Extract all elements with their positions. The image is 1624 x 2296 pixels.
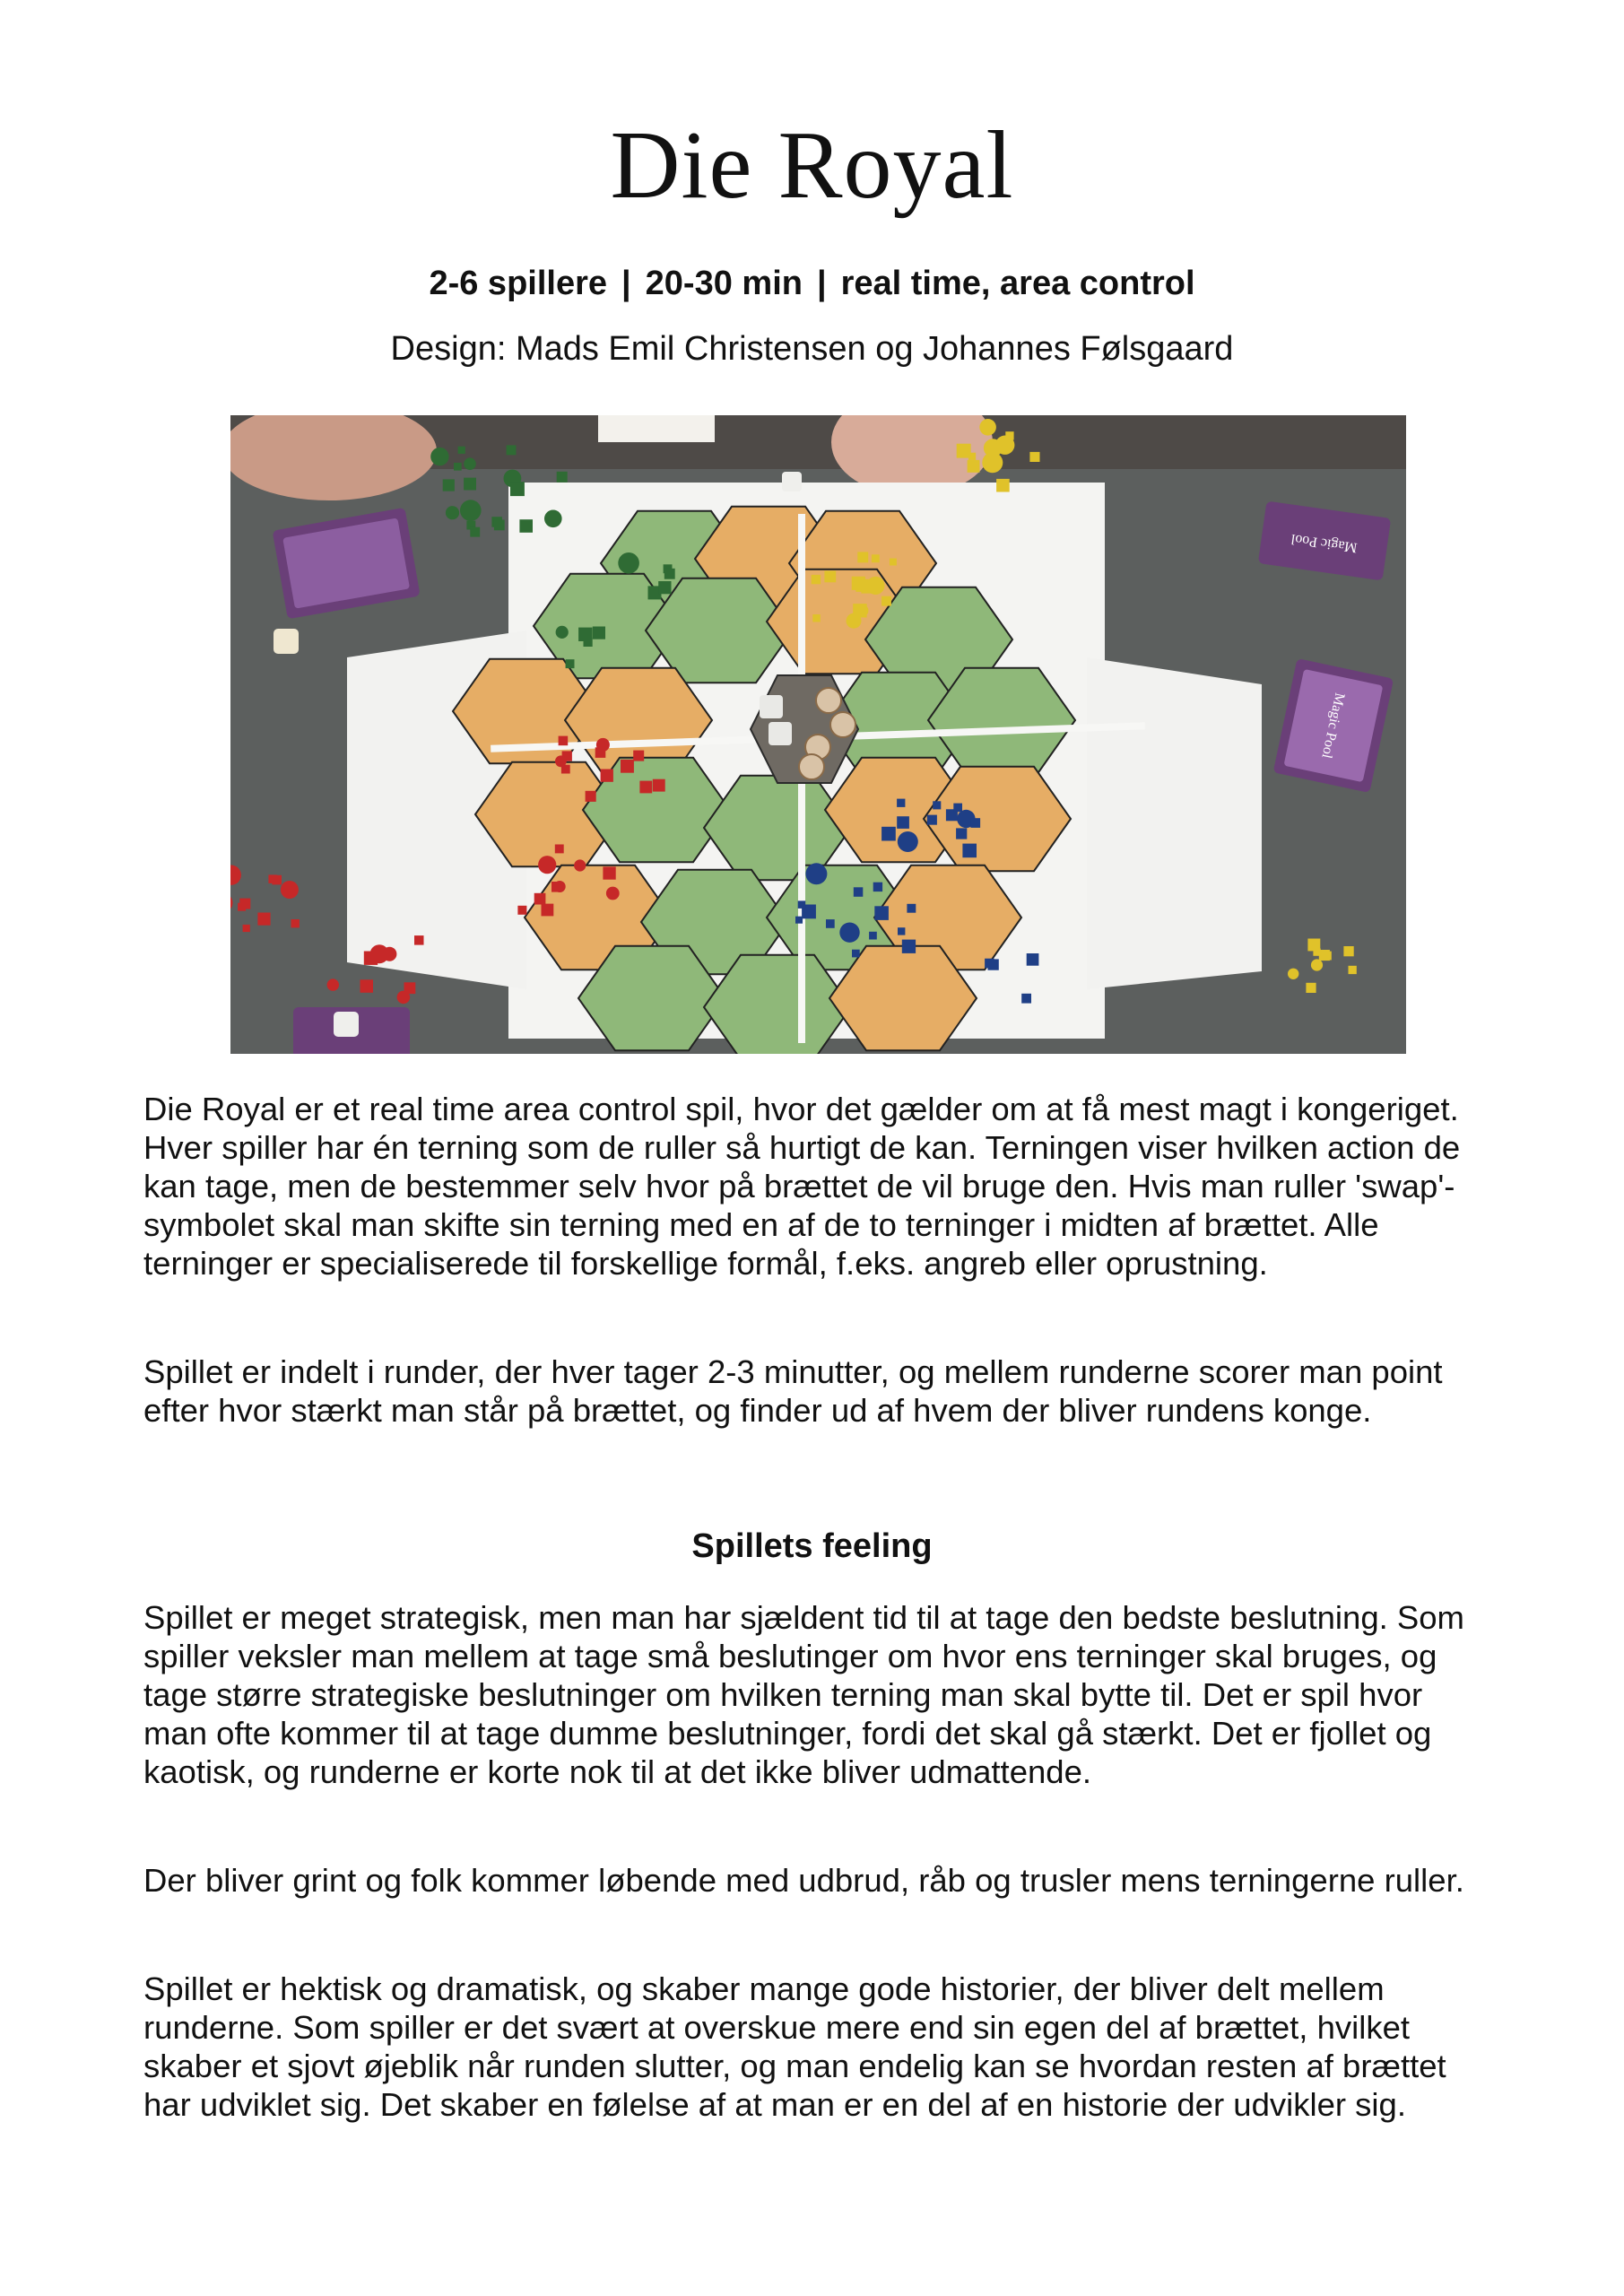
green-piece <box>507 445 517 455</box>
blue-piece <box>956 828 967 839</box>
green-piece <box>470 527 480 537</box>
blue-piece <box>869 932 877 940</box>
yellow-piece <box>872 554 880 562</box>
feeling-paragraph-1: Spillet er meget strategisk, men man har sjældent tid til at tage den bedste beslutning. Som spiller veksler man mellem at tage små beslutinger om hvor ens terninger skal bruges, og tage større strategiske beslutninger om hvilken terning man skal bytte til. Det er spil hvor man ofte kommer til at tage dumme beslutninger, fordi det skal gå stærkt. Det er fjollet og kaotisk, og runderne er korte nok til at det ikke bliver udmattende. <box>143 1599 1464 1790</box>
blue-piece <box>873 883 882 891</box>
blue-piece <box>839 923 859 943</box>
meta-separator: | <box>816 265 827 302</box>
design-credits: Design: Mads Emil Christensen og Johannes Følsgaard <box>390 330 1234 368</box>
red-piece <box>621 760 634 773</box>
red-piece <box>595 747 606 758</box>
yellow-piece <box>1288 969 1298 979</box>
red-piece <box>555 845 564 854</box>
green-piece <box>557 472 568 483</box>
blue-piece <box>970 818 980 828</box>
rules-sheet <box>598 415 715 442</box>
red-piece <box>542 904 554 917</box>
yellow-piece <box>824 571 836 583</box>
player-die <box>782 472 802 491</box>
yellow-piece <box>984 439 1003 457</box>
red-piece <box>370 944 389 963</box>
red-piece <box>653 779 665 792</box>
game-genre: real time, area control <box>840 265 1195 302</box>
blue-piece <box>898 927 905 935</box>
red-piece <box>633 751 644 761</box>
blue-piece <box>907 904 916 913</box>
green-piece <box>494 520 505 531</box>
red-piece <box>272 875 282 885</box>
red-piece <box>601 770 613 782</box>
red-piece <box>281 881 299 899</box>
feeling-paragraph-2: Der bliver grint og folk kommer løbende med udbrud, råb og trusler mens terningerne ruller. <box>143 1862 1464 1899</box>
game-meta-line <box>0 262 1624 305</box>
red-piece <box>291 919 300 927</box>
yellow-piece <box>812 614 821 622</box>
red-piece <box>555 755 567 767</box>
blue-piece <box>897 816 909 829</box>
yellow-piece <box>1306 983 1316 993</box>
yellow-piece <box>1005 431 1013 439</box>
player-count: 2-6 spillere <box>429 265 608 302</box>
red-piece <box>517 906 526 915</box>
yellow-piece <box>890 559 897 566</box>
green-piece <box>510 482 525 496</box>
red-piece <box>327 978 339 990</box>
green-piece <box>458 447 465 454</box>
green-piece <box>556 626 569 639</box>
rounds-paragraph: Spillet er indelt i runder, der hver tager 2-3 minutter, og mellem runderne scorer man point efter hvor stærkt man står på brættet, og finder ud af hvem der bliver rundens konge. <box>143 1353 1443 1429</box>
yellow-piece <box>1343 946 1353 956</box>
blue-piece <box>805 863 827 884</box>
green-piece <box>544 510 562 528</box>
yellow-piece <box>968 453 976 460</box>
green-piece <box>460 500 482 521</box>
blue-piece <box>854 887 864 897</box>
blue-piece <box>927 815 937 825</box>
yellow-piece <box>857 552 868 562</box>
yellow-piece <box>1313 949 1320 956</box>
blue-piece <box>798 900 806 909</box>
blue-piece <box>852 950 860 958</box>
green-piece <box>454 463 462 471</box>
document-title: Die Royal <box>610 112 1014 219</box>
green-piece <box>593 627 605 639</box>
player-die <box>274 629 299 654</box>
blue-piece <box>1027 953 1039 966</box>
magic-pool-label: Magic Pool <box>1290 530 1359 556</box>
blue-piece <box>881 827 896 841</box>
red-piece <box>257 913 270 926</box>
red-piece <box>551 882 562 892</box>
green-piece <box>618 552 639 574</box>
red-piece <box>239 899 250 909</box>
red-piece <box>534 893 546 905</box>
blue-piece <box>874 906 889 920</box>
red-piece <box>603 866 615 879</box>
blue-piece <box>988 959 999 970</box>
red-piece <box>559 736 569 746</box>
green-piece <box>443 479 455 491</box>
yellow-piece <box>979 419 996 436</box>
red-piece <box>404 982 416 994</box>
meta-separator: | <box>621 265 631 302</box>
red-piece <box>360 979 374 993</box>
green-piece <box>430 448 448 465</box>
red-piece <box>639 781 652 794</box>
blue-piece <box>898 831 918 852</box>
red-piece <box>606 887 620 900</box>
blue-piece <box>933 801 941 809</box>
board-game-illustration <box>230 415 1406 1054</box>
green-piece <box>664 569 675 579</box>
yellow-piece <box>812 575 821 584</box>
blue-piece <box>795 917 803 924</box>
red-piece <box>574 859 586 871</box>
red-piece <box>243 925 250 932</box>
green-piece <box>658 581 671 594</box>
intro-paragraph: Die Royal er et real time area control spil, hvor det gælder om at få mest magt i kongeriget. Hver spiller har én terning som de ruller så hurtigt de kan. Terningen viser hvilken action de kan tage, men de bestemmer selv hvor på brættet de vil bruge den. Hvis man ruller 'swap'-symbolet skal man skifte sin terning med en af de to terninger i midten af brættet. Alle terninger er specialiserede til forskellige formål, f.eks. angreb eller oprustning. <box>143 1091 1461 1282</box>
play-duration: 20-30 min <box>645 265 803 302</box>
yellow-piece <box>1349 966 1357 974</box>
blue-piece <box>826 919 835 928</box>
feeling-paragraph-3: Spillet er hektisk og dramatisk, og skaber mange gode historier, der bliver delt mellem runderne. Som spiller er det svært at overskue mere end sin egen del af brættet, hvilket skaber et sjovt øjeblik når runden slutter, og man endelig kan se hvordan resten af brættet har udviklet sig. Det skaber en følelse af at man er en del af en historie der udvikler sig. <box>143 1970 1446 2123</box>
yellow-piece <box>881 596 891 606</box>
green-piece <box>464 457 476 470</box>
yellow-piece <box>1323 952 1332 961</box>
green-piece <box>446 506 459 519</box>
blue-piece <box>897 799 905 807</box>
blue-piece <box>902 940 916 953</box>
red-piece <box>414 935 424 945</box>
red-piece <box>538 856 556 874</box>
yellow-piece <box>1311 959 1323 970</box>
red-piece <box>586 791 596 802</box>
magic-pool-label: Magic Pool <box>1318 691 1348 761</box>
yellow-piece <box>996 479 1010 492</box>
green-piece <box>519 519 533 533</box>
player-die <box>334 1012 359 1037</box>
green-piece <box>578 628 592 641</box>
section-heading: Spillets feeling <box>691 1527 933 1565</box>
yellow-piece <box>866 577 884 595</box>
yellow-piece <box>968 460 980 473</box>
green-piece <box>464 478 476 491</box>
board-game-photo <box>230 415 1406 1054</box>
blue-piece <box>962 844 977 858</box>
yellow-piece <box>1029 452 1039 462</box>
green-piece <box>566 659 575 668</box>
blue-piece <box>953 804 962 813</box>
blue-piece <box>1021 994 1031 1004</box>
yellow-piece <box>847 613 862 629</box>
